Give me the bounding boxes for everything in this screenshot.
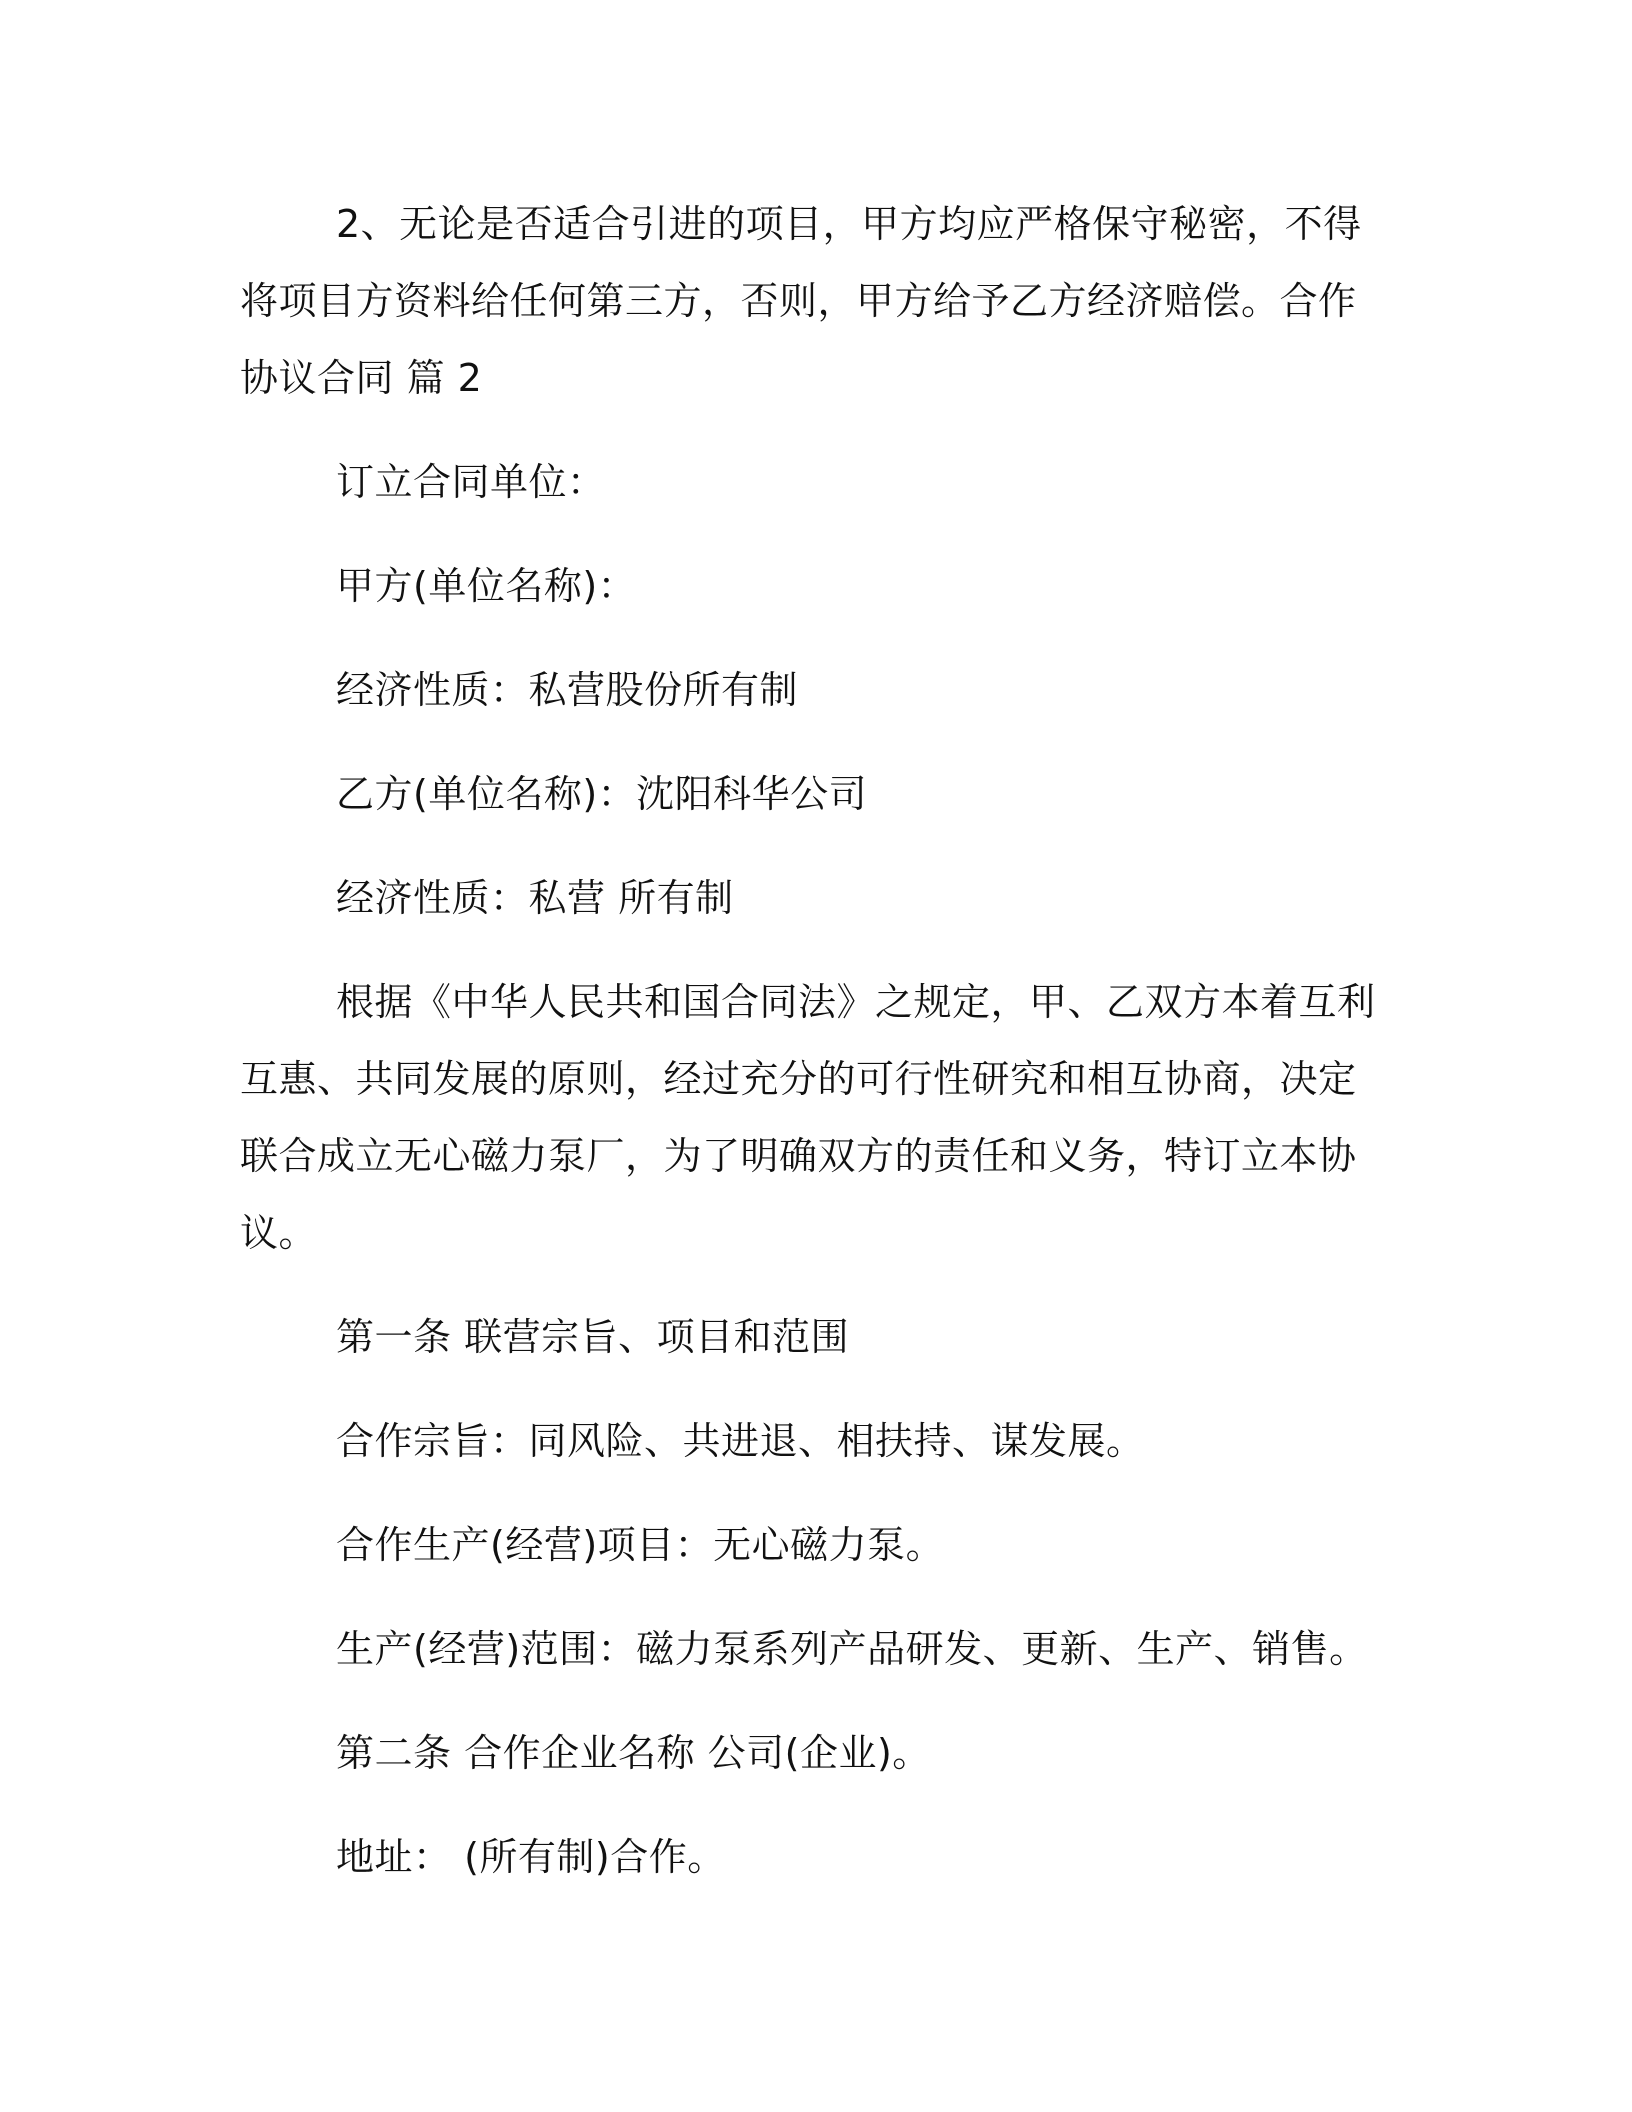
- paragraph-article-two-heading: 第二条 合作企业名称 公司(企业)。: [336, 1731, 931, 1775]
- document-body: [240, 186, 1380, 1896]
- paragraph-confidentiality-clause: 2、无论是否适合引进的项目，甲方均应严格保守秘密，不得将项目方资料给任何第三方，否则，甲方给予乙方经济赔偿。合作协议合同 篇 2: [240, 202, 1362, 400]
- paragraph-party-b-economic-nature: 经济性质：私营 所有制: [336, 876, 734, 920]
- paragraph-address: 地址： (所有制)合作。: [336, 1835, 726, 1879]
- paragraph-production-scope: 生产(经营)范围：磁力泵系列产品研发、更新、生产、销售。: [336, 1627, 1368, 1671]
- paragraph-party-b-name: 乙方(单位名称)：沈阳科华公司: [336, 772, 868, 816]
- paragraph-preamble: 根据《中华人民共和国合同法》之规定，甲、乙双方本着互利互惠、共同发展的原则，经过充分的可行性研究和相互协商，决定联合成立无心磁力泵厂，为了明确双方的责任和义务，特订立本协议。: [240, 980, 1376, 1255]
- paragraph-production-project: 合作生产(经营)项目：无心磁力泵。: [336, 1523, 945, 1567]
- paragraph-cooperation-purpose: 合作宗旨：同风险、共进退、相扶持、谋发展。: [336, 1419, 1145, 1463]
- paragraph-party-a-economic-nature: 经济性质：私营股份所有制: [336, 668, 799, 712]
- paragraph-article-one-heading: 第一条 联营宗旨、项目和范围: [336, 1315, 850, 1359]
- paragraph-contracting-units: 订立合同单位：: [336, 460, 606, 504]
- paragraph-party-a-name: 甲方(单位名称)：: [336, 564, 637, 608]
